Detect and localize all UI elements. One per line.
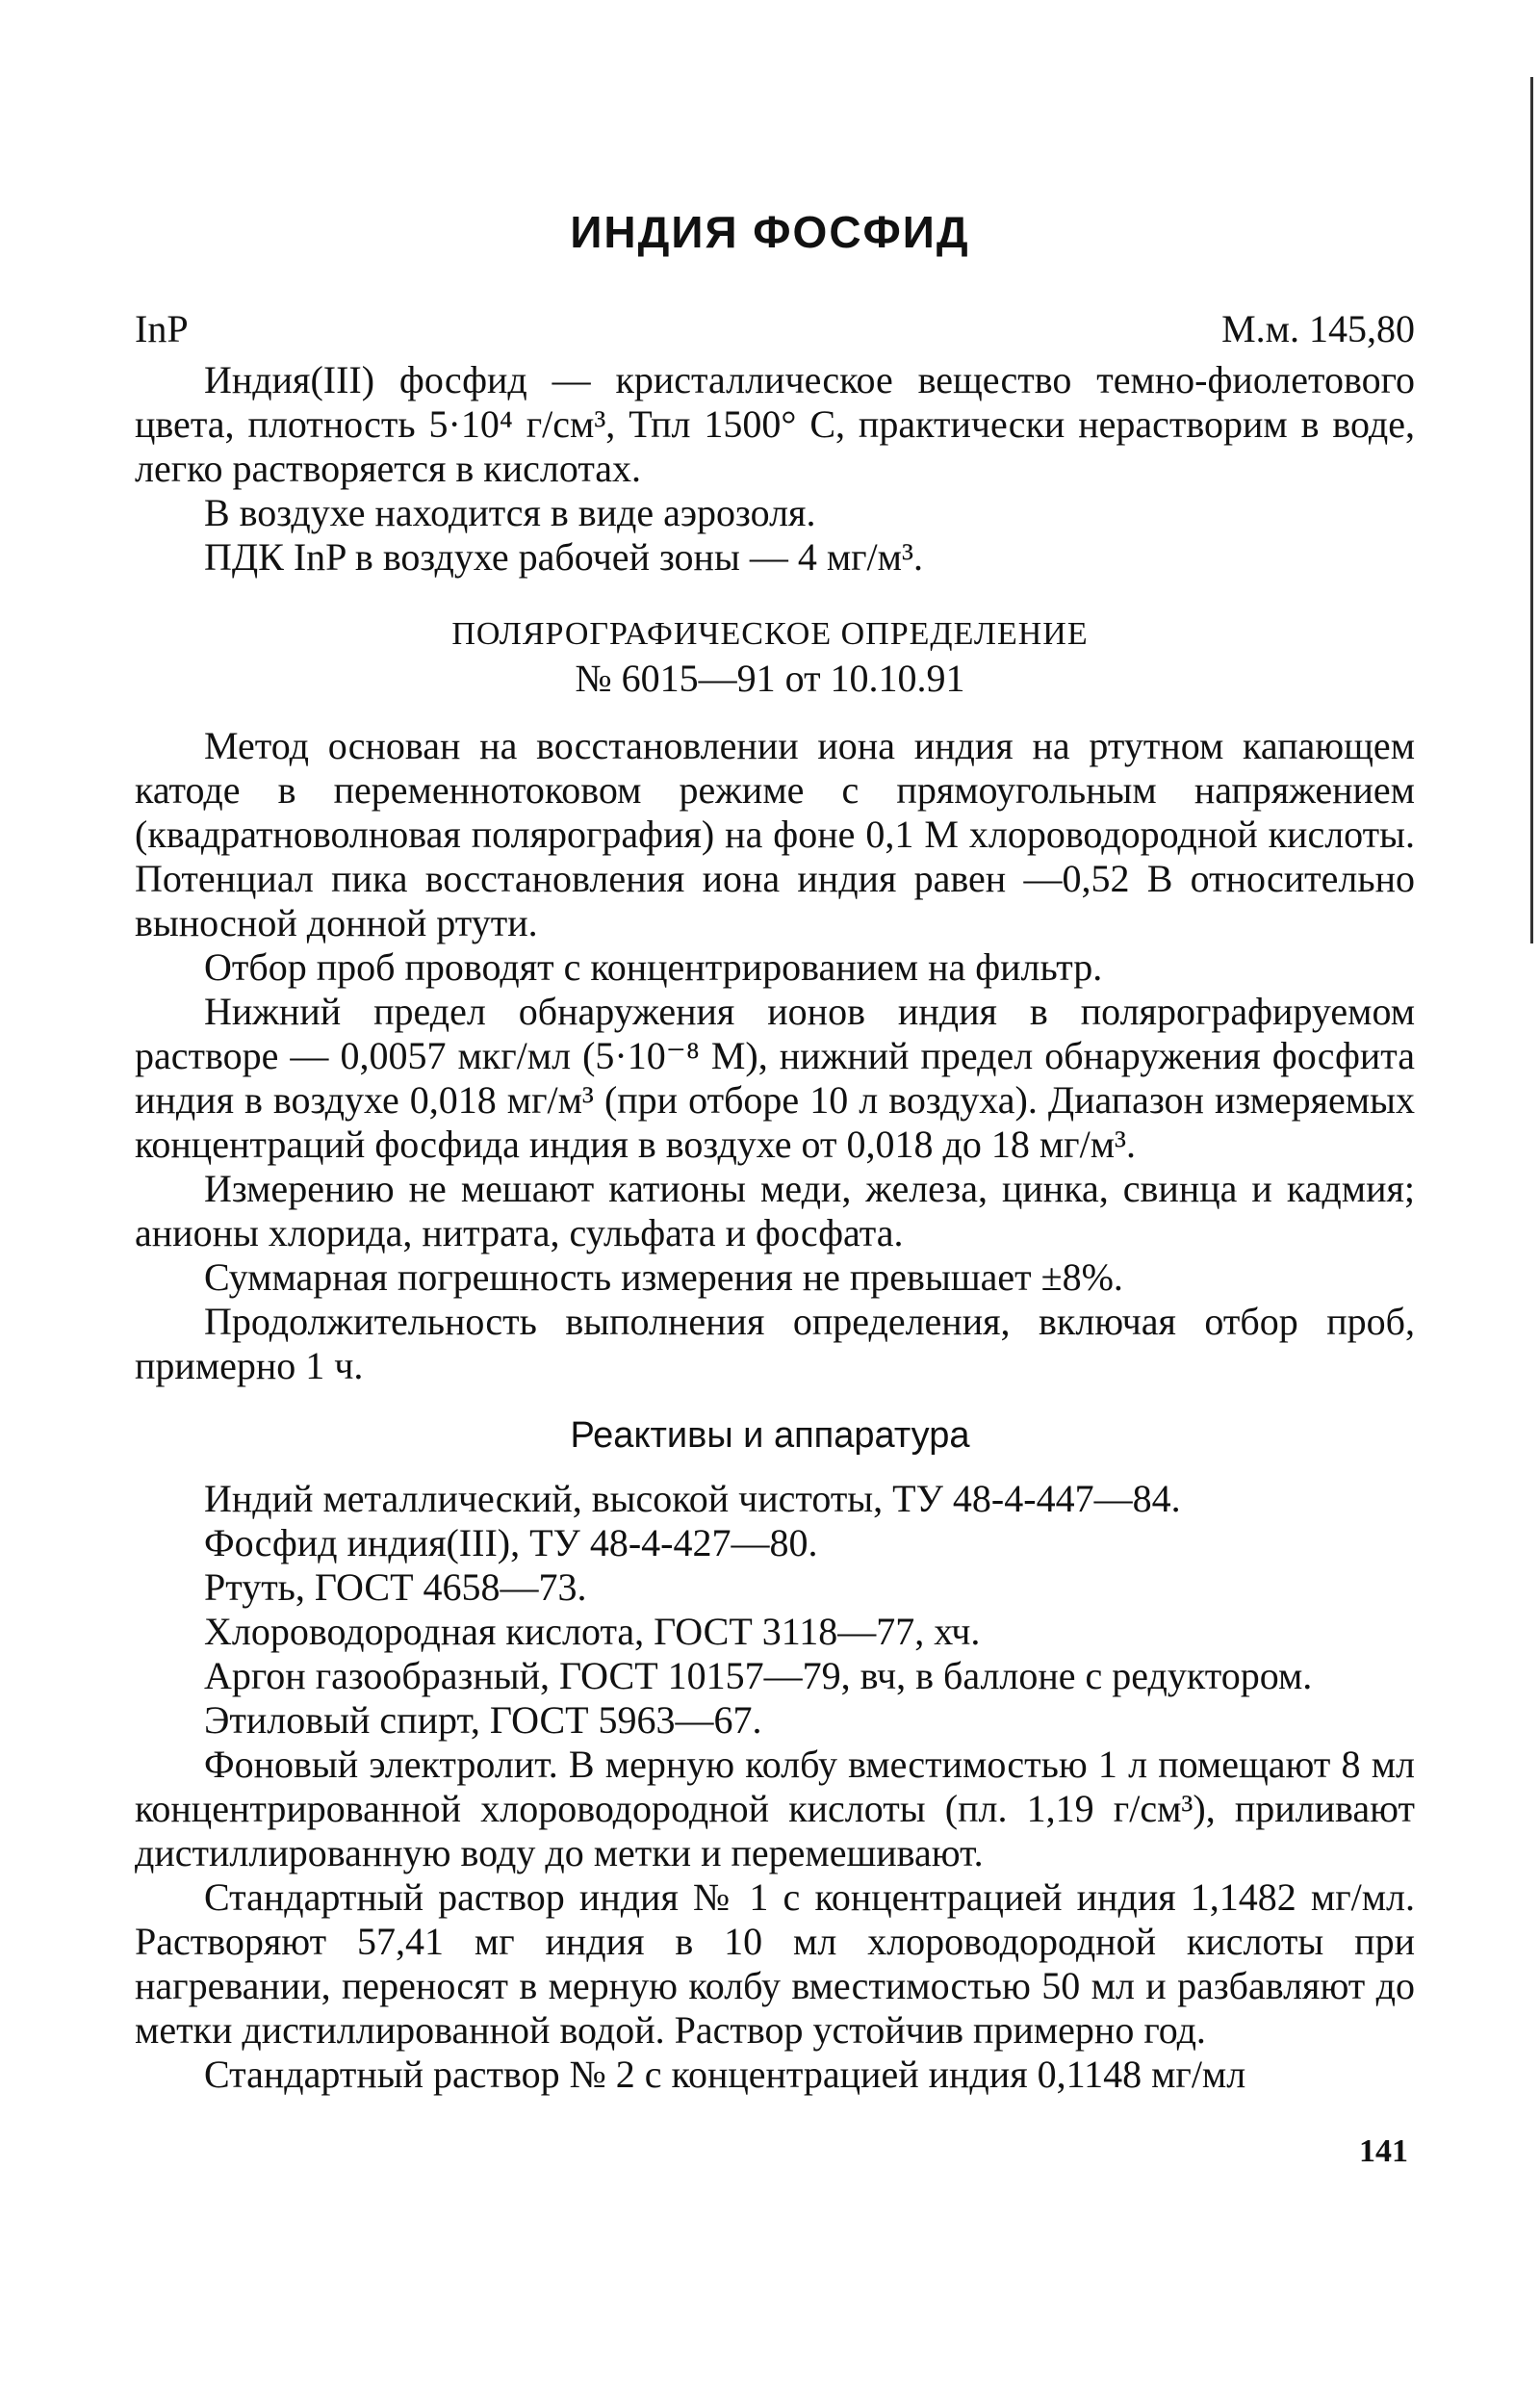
reagent-paragraph: Стандартный раствор № 2 с концентрацией индия 0,1148 мг/мл	[204, 2053, 1246, 2096]
method-paragraph: Измерению не мешают катионы меди, железа, цинка, свинца и кадмия; анионы хлорида, нитрата, сульфата и фосфата.	[135, 1167, 1415, 1254]
method-number: № 6015—91 от 10.10.91	[575, 657, 965, 700]
method-section	[135, 724, 1415, 1388]
molar-mass: М.м. 145,80	[1221, 307, 1415, 350]
chemical-formula: InP	[135, 307, 189, 350]
reagents-heading: Реактивы и аппаратура	[570, 1415, 970, 1456]
reagent-item: Фосфид индия(III), ТУ 48-4-427—80.	[204, 1521, 818, 1564]
reagent-item: Ртуть, ГОСТ 4658—73.	[204, 1565, 587, 1609]
method-heading-block	[0, 612, 1540, 701]
method-paragraph: Нижний предел обнаружения ионов индия в полярографируемом растворе — 0,0057 мкг/мл (5·10⁻⁸ М), нижний предел обнаружения фосфита индия в воздухе 0,018 мг/м³ (при отборе 10 л воздуха). Диапазон измеряемых концентраций фосфида индия в воздухе от 0,018 до 18 мг/м³.	[135, 990, 1415, 1166]
reagent-paragraph: Фоновый электролит. В мерную колбу вместимостью 1 л помещают 8 мл концентрированной хлороводородной кислоты (пл. 1,19 г/см³), приливают дистиллированную воду до метки и перемешивают.	[135, 1743, 1415, 1874]
formula-row	[135, 306, 1415, 354]
intro-section	[135, 358, 1415, 580]
intro-paragraph: Индия(III) фосфид — кристаллическое вещество темно-фиолетового цвета, плотность 5·10⁴ г/см³, Тпл 1500° С, практически нерастворим в воде, легко растворяется в кислотах.	[135, 358, 1415, 490]
method-paragraph: Суммарная погрешность измерения не превышает ±8%.	[204, 1255, 1123, 1299]
reagent-paragraph: Стандартный раствор индия № 1 с концентрацией индия 1,1482 мг/мл. Растворяют 57,41 мг индия в 10 мл хлороводородной кислоты при нагревании, переносят в мерную колбу вместимостью 50 мл и разбавляют до метки дистиллированной водой. Раствор устойчив примерно год.	[135, 1875, 1415, 2052]
reagent-item: Индий металлический, высокой чистоты, ТУ 48-4-447—84.	[204, 1477, 1181, 1520]
page-number: 141	[1359, 2133, 1408, 2169]
intro-paragraph: ПДК InP в воздухе рабочей зоны — 4 мг/м³.	[204, 535, 923, 579]
method-paragraph: Отбор проб проводят с концентрированием на фильтр.	[204, 945, 1103, 989]
method-heading: ПОЛЯРОГРАФИЧЕСКОЕ ОПРЕДЕЛЕНИЕ	[451, 616, 1089, 652]
method-paragraph: Продолжительность выполнения определения, включая отбор проб, примерно 1 ч.	[135, 1300, 1415, 1387]
reagent-item: Хлороводородная кислота, ГОСТ 3118—77, хч.	[204, 1610, 981, 1653]
page-title: ИНДИЯ ФОСФИД	[570, 207, 970, 257]
reagent-item: Этиловый спирт, ГОСТ 5963—67.	[204, 1698, 762, 1742]
reagent-item: Аргон газообразный, ГОСТ 10157—79, вч, в баллоне с редуктором.	[204, 1654, 1313, 1697]
reagents-section	[135, 1477, 1415, 2097]
intro-paragraph: В воздухе находится в виде аэрозоля.	[204, 491, 816, 534]
method-paragraph: Метод основан на восстановлении иона индия на ртутном капающем катоде в переменнотоковом режиме с прямоугольным напряжением (квадратноволновая полярография) на фоне 0,1 М хлороводородной кислоты. Потенциал пика восстановления иона индия равен —0,52 В относительно выносной донной ртути.	[135, 724, 1415, 944]
